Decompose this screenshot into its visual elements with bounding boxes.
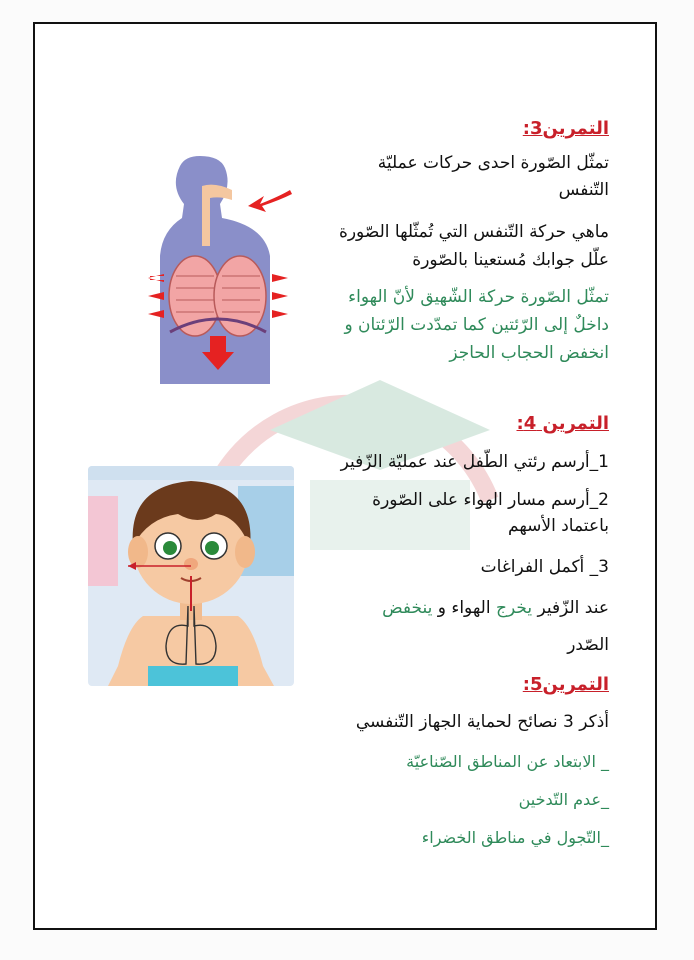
- exercise3-answer-line3: انخفض الحجاب الحاجز: [449, 343, 609, 363]
- right-lung: [214, 256, 266, 336]
- fill-text-1: عند الزّفير: [532, 598, 609, 618]
- exercise5-tip2: _عدم التّدخين: [518, 790, 609, 809]
- inhale-arrow-icon: [248, 190, 292, 212]
- exercise5-title: التمرين5:: [522, 674, 609, 695]
- exercise3-question2-line2: علّل جوابك مُستعينا بالصّورة: [412, 250, 609, 270]
- fill-answer-1: يخرج: [496, 598, 533, 618]
- exercise3-answer-line1: تمثّل الصّورة حركة الشّهيق لأنّ الهواء: [348, 287, 609, 307]
- exercise3-answer-line2: داخلٌ إلى الرّئتين كما تمدّدت الرّئتان و: [344, 315, 609, 335]
- exercise4-item2-line1: 2_أرسم مسار الهواء على الصّورة: [372, 490, 609, 510]
- exercise3-question-line2: التّنفس: [558, 180, 609, 200]
- fill-text-2: الهواء و: [432, 598, 496, 618]
- exercise5-tip3: _التّجول في مناطق الخضراء: [421, 828, 609, 847]
- exercise4-item2-line2: باعتماد الأسهم: [508, 516, 609, 536]
- exercise5-tip1: _ الابتعاد عن المناطق الصّناعيّة: [406, 752, 609, 771]
- exercise5-question: أذكر 3 نصائح لحماية الجهاز التّنفسي: [355, 712, 609, 732]
- fill-answer-2: ينخفض: [382, 598, 433, 618]
- exercise4-title: التمرين 4:: [516, 413, 609, 434]
- child-illustration: [88, 466, 294, 686]
- left-lung: [169, 256, 221, 336]
- exercise4-item3: 3_ أكمل الفراغات: [480, 557, 609, 577]
- exercise4-fill-sentence: [382, 598, 609, 618]
- exercise4-fill-line2: الصّدر: [567, 635, 609, 655]
- exercise3-question-line1: تمثّل الصّورة احدى حركات عمليّة: [377, 153, 609, 173]
- expand-right-arrow-icon: [272, 274, 288, 282]
- exercise3-question2-line1: ماهي حركة التّنفس التي تُمثّلها الصّورة: [338, 222, 609, 242]
- inhalation-diagram: [140, 156, 298, 386]
- exercise4-item1: 1_أرسم رئتي الطّفل عند عمليّة الزّفير: [340, 452, 609, 472]
- exercise3-title: التمرين3:: [522, 118, 609, 139]
